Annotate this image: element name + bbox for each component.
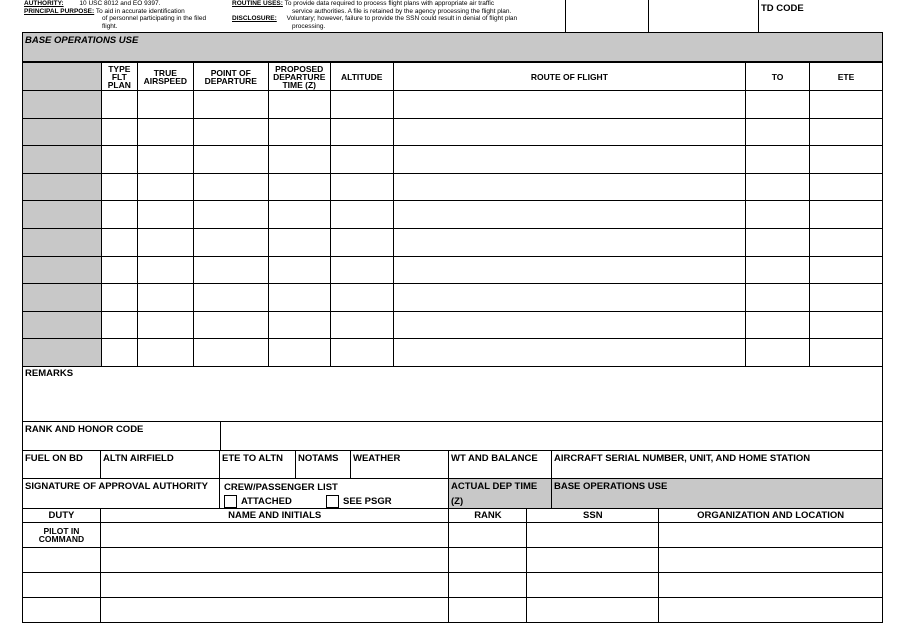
ete-cell[interactable] — [810, 173, 883, 201]
proposed-departure-cell[interactable] — [268, 311, 330, 339]
aircraft-serial-field[interactable] — [551, 450, 883, 479]
flight-row — [23, 118, 883, 146]
proposed-departure-cell[interactable] — [268, 118, 330, 146]
wt-balance-label: WT AND BALANCE — [451, 453, 538, 464]
disclosure-text-2: processing. — [292, 22, 326, 30]
weather-field[interactable] — [350, 450, 449, 479]
wt-balance-field[interactable] — [448, 450, 552, 479]
true-airspeed-cell[interactable] — [137, 284, 193, 312]
td-code-label: TD CODE — [761, 3, 804, 14]
actual-dep-time-field[interactable] — [448, 478, 552, 509]
altitude-cell[interactable] — [330, 228, 393, 256]
col-point-of-departure: POINT OF DEPARTURE — [193, 63, 268, 91]
see-psgr-label: SEE PSGR — [343, 496, 392, 508]
notams-label: NOTAMS — [298, 453, 339, 464]
to-cell[interactable] — [746, 284, 810, 312]
rank-honor-code-field[interactable] — [22, 421, 221, 451]
point-of-departure-cell[interactable] — [193, 118, 268, 146]
crew-org-cell[interactable] — [659, 523, 883, 548]
aircraft-serial-label: AIRCRAFT SERIAL NUMBER, UNIT, AND HOME STATION — [554, 453, 811, 464]
type-flt-plan-cell[interactable] — [101, 284, 137, 312]
base-ops-label: BASE OPERATIONS USE — [25, 35, 139, 46]
ete-cell[interactable] — [810, 311, 883, 339]
gray-corner — [23, 63, 102, 91]
type-flt-plan-cell[interactable] — [101, 173, 137, 201]
route-of-flight-cell[interactable] — [393, 91, 745, 119]
crew-rank-cell[interactable] — [449, 523, 527, 548]
flight-row — [23, 146, 883, 174]
point-of-departure-cell[interactable] — [193, 146, 268, 174]
row-gray-cell — [23, 173, 102, 201]
rank-row-filler — [220, 421, 883, 451]
crew-ssn-cell[interactable] — [527, 573, 659, 598]
crew-name-cell[interactable] — [100, 598, 449, 623]
altitude-cell[interactable] — [330, 256, 393, 284]
altitude-cell[interactable] — [330, 173, 393, 201]
ete-to-altn-field[interactable] — [219, 450, 296, 479]
altitude-cell[interactable] — [330, 339, 393, 367]
rank-honor-code-label: RANK AND HONOR CODE — [25, 424, 144, 435]
route-of-flight-cell[interactable] — [393, 228, 745, 256]
col-org-location: ORGANIZATION AND LOCATION — [659, 509, 883, 523]
to-cell[interactable] — [746, 118, 810, 146]
attached-option[interactable] — [224, 495, 292, 508]
col-true-airspeed: TRUE AIRSPEED — [137, 63, 193, 91]
col-ete: ETE — [810, 63, 883, 91]
proposed-departure-cell[interactable] — [268, 256, 330, 284]
row-gray-cell — [23, 311, 102, 339]
point-of-departure-cell[interactable] — [193, 311, 268, 339]
true-airspeed-cell[interactable] — [137, 118, 193, 146]
to-cell[interactable] — [746, 339, 810, 367]
fuel-on-bd-field[interactable] — [22, 450, 101, 479]
route-of-flight-cell[interactable] — [393, 339, 745, 367]
proposed-departure-cell[interactable] — [268, 173, 330, 201]
flight-plan-table — [22, 62, 883, 367]
ete-cell[interactable] — [810, 146, 883, 174]
crew-name-cell[interactable] — [100, 573, 449, 598]
point-of-departure-cell[interactable] — [193, 339, 268, 367]
route-of-flight-cell[interactable] — [393, 311, 745, 339]
type-flt-plan-cell[interactable] — [101, 118, 137, 146]
proposed-departure-cell[interactable] — [268, 91, 330, 119]
route-of-flight-cell[interactable] — [393, 284, 745, 312]
flight-row — [23, 201, 883, 229]
routine-label: ROUTINE USES: — [232, 0, 283, 7]
col-name-initials: NAME AND INITIALS — [100, 509, 449, 523]
crew-list-label: CREW/PASSENGER LIST — [224, 482, 338, 493]
ete-cell[interactable] — [810, 339, 883, 367]
privacy-left — [24, 0, 224, 30]
crew-name-cell[interactable] — [100, 548, 449, 573]
remarks-label: REMARKS — [25, 368, 74, 379]
flight-row — [23, 311, 883, 339]
to-cell[interactable] — [746, 228, 810, 256]
crew-org-cell[interactable] — [659, 598, 883, 623]
crew-duty-cell[interactable] — [23, 598, 101, 623]
actual-dep-time-label: ACTUAL DEP TIME — [451, 481, 538, 492]
disclosure-text: Voluntary; however, failure to provide the SSN could result in denial of flight plan — [286, 15, 518, 22]
col-altitude: ALTITUDE — [330, 63, 393, 91]
disclosure-label: DISCLOSURE: — [232, 15, 277, 22]
row-gray-cell — [23, 339, 102, 367]
type-flt-plan-cell[interactable] — [101, 228, 137, 256]
altitude-cell[interactable] — [330, 118, 393, 146]
base-ops-use-label: BASE OPERATIONS USE — [554, 481, 668, 492]
proposed-departure-cell[interactable] — [268, 284, 330, 312]
point-of-departure-cell[interactable] — [193, 201, 268, 229]
altitude-cell[interactable] — [330, 201, 393, 229]
point-of-departure-cell[interactable] — [193, 228, 268, 256]
notams-field[interactable] — [295, 450, 351, 479]
crew-duty-cell[interactable] — [23, 573, 101, 598]
weather-label: WEATHER — [353, 453, 401, 464]
to-cell[interactable] — [746, 311, 810, 339]
flight-row — [23, 173, 883, 201]
row-gray-cell — [23, 256, 102, 284]
row-gray-cell — [23, 91, 102, 119]
divider — [648, 0, 649, 32]
route-of-flight-cell[interactable] — [393, 173, 745, 201]
true-airspeed-cell[interactable] — [137, 201, 193, 229]
purpose-text-2: of personnel participating in the filed — [102, 15, 207, 22]
attached-label: ATTACHED — [241, 496, 292, 508]
to-cell[interactable] — [746, 201, 810, 229]
col-type-flt-plan: TYPE FLT PLAN — [101, 63, 137, 91]
col-to: TO — [746, 63, 810, 91]
true-airspeed-cell[interactable] — [137, 91, 193, 119]
row-gray-cell — [23, 118, 102, 146]
to-cell[interactable] — [746, 256, 810, 284]
routine-text-2: service authorities. A file is retained by the agency processing the flight plan. — [292, 7, 512, 15]
proposed-departure-cell[interactable] — [268, 339, 330, 367]
purpose-label: PRINCIPAL PURPOSE: — [24, 7, 95, 15]
altitude-cell[interactable] — [330, 146, 393, 174]
col-proposed-departure: PROPOSED DEPARTURE TIME (Z) — [268, 63, 330, 91]
true-airspeed-cell[interactable] — [137, 173, 193, 201]
authority-label: AUTHORITY: — [24, 0, 64, 7]
base-ops-use-field — [551, 478, 883, 509]
signature-label: SIGNATURE OF APPROVAL AUTHORITY — [25, 481, 208, 492]
fuel-on-bd-label: FUEL ON BD — [25, 453, 83, 464]
true-airspeed-cell[interactable] — [137, 228, 193, 256]
type-flt-plan-cell[interactable] — [101, 256, 137, 284]
ete-cell[interactable] — [810, 256, 883, 284]
point-of-departure-cell[interactable] — [193, 256, 268, 284]
purpose-text: To aid in accurate identification — [95, 7, 185, 15]
crew-org-cell[interactable] — [659, 573, 883, 598]
route-of-flight-cell[interactable] — [393, 201, 745, 229]
crew-duty-cell[interactable] — [23, 548, 101, 573]
altitude-cell[interactable] — [330, 311, 393, 339]
to-cell[interactable] — [746, 91, 810, 119]
crew-org-cell[interactable] — [659, 548, 883, 573]
crew-list-field — [219, 478, 449, 509]
to-cell[interactable] — [746, 146, 810, 174]
proposed-departure-cell[interactable] — [268, 228, 330, 256]
true-airspeed-cell[interactable] — [137, 146, 193, 174]
flight-row — [23, 284, 883, 312]
crew-rank-cell[interactable] — [449, 548, 527, 573]
attached-checkbox[interactable] — [224, 495, 237, 508]
signature-field[interactable] — [22, 478, 220, 509]
actual-dep-z: (Z) — [451, 496, 464, 507]
to-cell[interactable] — [746, 173, 810, 201]
true-airspeed-cell[interactable] — [137, 339, 193, 367]
ete-cell[interactable] — [810, 118, 883, 146]
crew-ssn-cell[interactable] — [527, 523, 659, 548]
true-airspeed-cell[interactable] — [137, 256, 193, 284]
divider — [565, 0, 566, 32]
type-flt-plan-cell[interactable] — [101, 201, 137, 229]
crew-name-cell[interactable] — [100, 523, 449, 548]
route-of-flight-cell[interactable] — [393, 256, 745, 284]
flight-row — [23, 91, 883, 119]
type-flt-plan-cell[interactable] — [101, 339, 137, 367]
privacy-right — [232, 0, 562, 30]
col-route-of-flight: ROUTE OF FLIGHT — [393, 63, 745, 91]
type-flt-plan-cell[interactable] — [101, 146, 137, 174]
authority-text: 10 USC 8012 and EO 9397. — [79, 0, 161, 7]
proposed-departure-cell[interactable] — [268, 146, 330, 174]
point-of-departure-cell[interactable] — [193, 284, 268, 312]
routine-text: To provide data required to process flight plans with appropriate air traffic — [284, 0, 495, 7]
ete-cell[interactable] — [810, 284, 883, 312]
duty-pilot-in-command: PILOT IN COMMAND — [23, 523, 101, 548]
ete-cell[interactable] — [810, 91, 883, 119]
crew-ssn-cell[interactable] — [527, 598, 659, 623]
altitude-cell[interactable] — [330, 284, 393, 312]
proposed-departure-cell[interactable] — [268, 201, 330, 229]
base-ops-band — [22, 32, 883, 62]
flight-row — [23, 228, 883, 256]
type-flt-plan-cell[interactable] — [101, 91, 137, 119]
col-duty: DUTY — [23, 509, 101, 523]
altitude-cell[interactable] — [330, 91, 393, 119]
row-gray-cell — [23, 228, 102, 256]
type-flt-plan-cell[interactable] — [101, 311, 137, 339]
crew-rank-cell[interactable] — [449, 598, 527, 623]
divider — [758, 0, 759, 32]
route-of-flight-cell[interactable] — [393, 146, 745, 174]
purpose-text-3: flight. — [102, 22, 118, 30]
see-psgr-checkbox[interactable] — [326, 495, 339, 508]
see-psgr-option[interactable] — [326, 495, 392, 508]
point-of-departure-cell[interactable] — [193, 91, 268, 119]
flight-row — [23, 256, 883, 284]
altn-airfield-field[interactable] — [100, 450, 220, 479]
route-of-flight-cell[interactable] — [393, 118, 745, 146]
flight-row — [23, 339, 883, 367]
altn-airfield-label: ALTN AIRFIELD — [103, 453, 174, 464]
col-rank: RANK — [449, 509, 527, 523]
crew-table — [22, 508, 883, 623]
row-gray-cell — [23, 284, 102, 312]
ete-cell[interactable] — [810, 201, 883, 229]
row-gray-cell — [23, 146, 102, 174]
point-of-departure-cell[interactable] — [193, 173, 268, 201]
true-airspeed-cell[interactable] — [137, 311, 193, 339]
ete-cell[interactable] — [810, 228, 883, 256]
ete-to-altn-label: ETE TO ALTN — [222, 453, 284, 464]
crew-ssn-cell[interactable] — [527, 548, 659, 573]
col-ssn: SSN — [527, 509, 659, 523]
row-gray-cell — [23, 201, 102, 229]
crew-rank-cell[interactable] — [449, 573, 527, 598]
remarks-box[interactable] — [22, 366, 883, 422]
